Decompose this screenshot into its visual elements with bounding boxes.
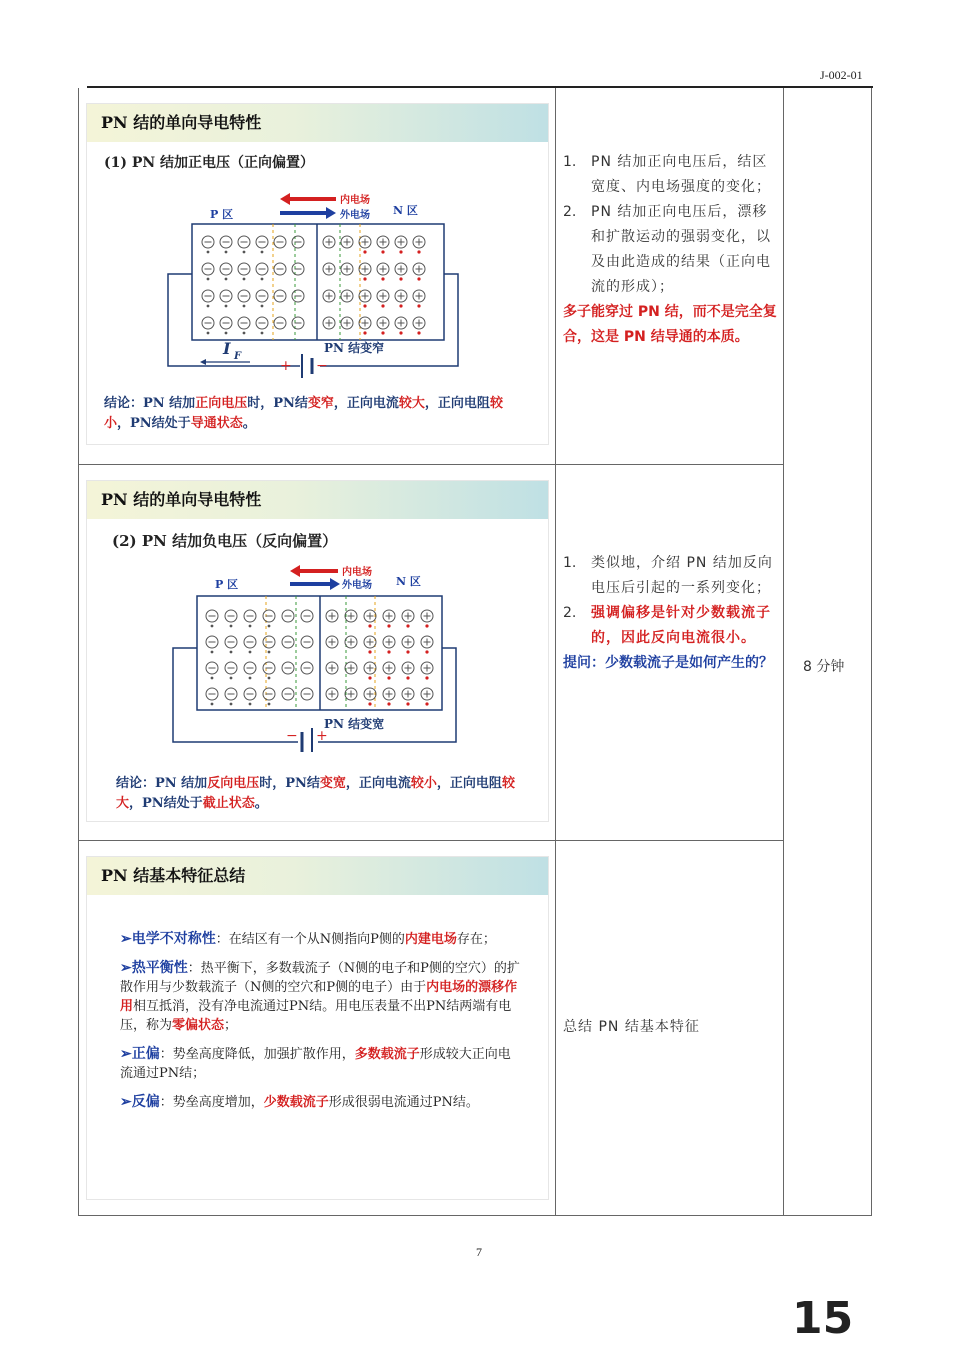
electron-dot bbox=[399, 304, 402, 307]
list-item: 2. 强调偏移是针对少数载流子的，因此反向电流很小。 bbox=[563, 605, 771, 646]
hole-dot bbox=[261, 332, 264, 335]
n-region-label: N 区 bbox=[393, 204, 418, 217]
junction-label: PN 结变窄 bbox=[324, 341, 385, 355]
electron-dot bbox=[417, 304, 420, 307]
hole-dot bbox=[230, 625, 233, 628]
hole-dot bbox=[268, 651, 271, 654]
list-item: 2. PN 结加正向电压后，漂移和扩散运动的强弱变化，以及由此造成的结果（正向电流的形成）； bbox=[563, 204, 771, 295]
junction-label: PN 结变宽 bbox=[324, 717, 385, 731]
hole-dot bbox=[261, 251, 264, 254]
slide-title: PN 结的单向导电特性 bbox=[87, 104, 548, 142]
electron-dot bbox=[406, 650, 409, 653]
electron-dot bbox=[381, 331, 384, 334]
current-label: I bbox=[223, 339, 231, 358]
electron-dot bbox=[363, 250, 366, 253]
hole-dot bbox=[243, 305, 246, 308]
p-region-label: P 区 bbox=[215, 578, 239, 591]
emphasis-note: 多子能穿过 PN 结，而不是完全复合，这是 PN 结导通的本质。 bbox=[563, 304, 777, 345]
hole-dot bbox=[261, 278, 264, 281]
hole-dot bbox=[211, 677, 214, 680]
current-subscript: F bbox=[234, 351, 242, 362]
slide-title: PN 结的单向导电特性 bbox=[87, 481, 548, 519]
page-number: 7 bbox=[476, 1245, 482, 1259]
electron-dot bbox=[368, 624, 371, 627]
hole-dot bbox=[211, 651, 214, 654]
svg-text:−: − bbox=[286, 728, 298, 744]
hole-dot bbox=[207, 278, 210, 281]
electron-dot bbox=[406, 676, 409, 679]
summary-item: ➢热平衡性：热平衡下，多数载流子（N侧的电子和P侧的空穴）的扩散作用与少数载流子（N侧的空穴和P侧的电子）由于内电场的漂移作用相互抵消，没有净电流通过PN结。用电压表量不出PN结两端有电压，称为零偏状态； bbox=[120, 960, 520, 1033]
electron-dot bbox=[425, 676, 428, 679]
outer-field-label: 外电场 bbox=[340, 210, 370, 221]
electron-dot bbox=[387, 650, 390, 653]
electron-dot bbox=[368, 702, 371, 705]
svg-text:−: − bbox=[316, 358, 328, 374]
hole-dot bbox=[230, 703, 233, 706]
slide-subtitle: (1) PN 结加正电压（正向偏置） bbox=[104, 155, 315, 171]
hole-dot bbox=[230, 651, 233, 654]
electron-dot bbox=[417, 250, 420, 253]
list-item: 1. 类似地，介绍 PN 结加反向电压后引起的一系列变化； bbox=[563, 555, 773, 596]
hole-dot bbox=[249, 677, 252, 680]
electron-dot bbox=[387, 624, 390, 627]
electron-dot bbox=[387, 702, 390, 705]
forward-bias-diagram bbox=[150, 188, 480, 378]
electron-dot bbox=[381, 277, 384, 280]
electron-dot bbox=[387, 676, 390, 679]
electron-dot bbox=[425, 702, 428, 705]
n-region-label: N 区 bbox=[396, 575, 421, 588]
hole-dot bbox=[249, 651, 252, 654]
outer-field-label: 外电场 bbox=[342, 580, 372, 591]
summary-item: ➢正偏：势垒高度降低，加强扩散作用，多数载流子形成较大正向电流通过PN结； bbox=[120, 1046, 511, 1081]
question-note: 提问：少数载流子是如何产生的？ bbox=[563, 655, 773, 671]
time-allocation: 8 分钟 bbox=[803, 659, 845, 675]
hole-dot bbox=[243, 251, 246, 254]
hole-dot bbox=[225, 251, 228, 254]
electron-dot bbox=[381, 250, 384, 253]
hole-dot bbox=[211, 625, 214, 628]
electron-dot bbox=[425, 624, 428, 627]
hole-dot bbox=[243, 332, 246, 335]
hole-dot bbox=[243, 278, 246, 281]
p-region-label: P 区 bbox=[210, 208, 234, 221]
electron-dot bbox=[417, 331, 420, 334]
slide-subtitle: (2) PN 结加负电压（反向偏置） bbox=[112, 532, 338, 550]
summary-item: ➢反偏：势垒高度增加，少数载流子形成很弱电流通过PN结。 bbox=[120, 1094, 479, 1110]
electron-dot bbox=[399, 331, 402, 334]
electron-dot bbox=[425, 650, 428, 653]
hole-dot bbox=[207, 332, 210, 335]
hole-dot bbox=[249, 625, 252, 628]
hole-dot bbox=[225, 332, 228, 335]
inner-field-label: 内电场 bbox=[342, 567, 372, 578]
hole-dot bbox=[225, 305, 228, 308]
electron-dot bbox=[399, 250, 402, 253]
forward-notes bbox=[563, 150, 778, 350]
reverse-conclusion: 结论：PN 结加反向电压时，PN结变宽，正向电流较小，正向电阻较大，PN结处于截止状态。 bbox=[116, 776, 515, 811]
hole-dot bbox=[268, 625, 271, 628]
hole-dot bbox=[225, 278, 228, 281]
reverse-bias-diagram bbox=[160, 562, 480, 752]
slide-title: PN 结基本特征总结 bbox=[87, 857, 548, 895]
hole-dot bbox=[207, 251, 210, 254]
summary-note: 总结 PN 结基本特征 bbox=[563, 1019, 700, 1035]
inner-field-label: 内电场 bbox=[340, 195, 370, 206]
summary-item: ➢电学不对称性：在结区有一个从N侧指向P侧的内建电场存在； bbox=[120, 931, 496, 947]
electron-dot bbox=[368, 650, 371, 653]
electron-dot bbox=[417, 277, 420, 280]
electron-dot bbox=[406, 624, 409, 627]
hole-dot bbox=[261, 305, 264, 308]
electron-dot bbox=[363, 304, 366, 307]
list-item: 1. PN 结加正向电压后，结区宽度、内电场强度的变化； bbox=[563, 154, 771, 195]
svg-text:+: + bbox=[280, 358, 292, 374]
electron-dot bbox=[381, 304, 384, 307]
electron-dot bbox=[406, 702, 409, 705]
document-code: J-002-01 bbox=[820, 68, 863, 82]
hole-dot bbox=[249, 703, 252, 706]
hole-dot bbox=[268, 677, 271, 680]
hole-dot bbox=[230, 677, 233, 680]
hole-dot bbox=[207, 305, 210, 308]
forward-conclusion: 结论：PN 结加正向电压时，PN结变窄，正向电流较大，正向电阻较小，PN结处于导通状态。 bbox=[104, 396, 503, 431]
electron-dot bbox=[368, 676, 371, 679]
hole-dot bbox=[268, 703, 271, 706]
electron-dot bbox=[399, 277, 402, 280]
svg-text:+: + bbox=[316, 728, 328, 744]
sheet-number: 15 bbox=[792, 1293, 854, 1344]
electron-dot bbox=[363, 331, 366, 334]
reverse-notes bbox=[563, 551, 778, 676]
summary-list bbox=[120, 930, 520, 1122]
electron-dot bbox=[363, 277, 366, 280]
hole-dot bbox=[211, 703, 214, 706]
